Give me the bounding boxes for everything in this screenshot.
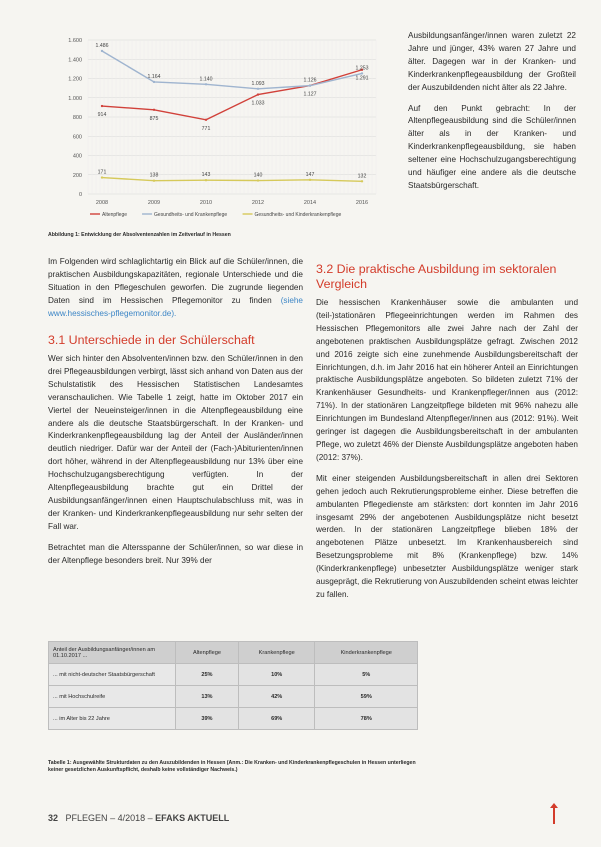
- x-tick-label: 2014: [303, 200, 317, 206]
- y-tick-label: 200: [72, 172, 82, 179]
- data-label: 1.164: [147, 73, 161, 80]
- arrow-up-icon: [553, 806, 555, 824]
- legend-label: Gesundheits- und Kinderkrankenpflege: [254, 212, 342, 218]
- chart-legend: [90, 212, 341, 218]
- magazine-name: PFLEGEN: [65, 813, 108, 823]
- left-column: [48, 256, 303, 576]
- y-tick-label: 1.000: [68, 95, 82, 102]
- table-cell: 10%: [238, 664, 315, 686]
- intro-paragraph: [48, 256, 303, 321]
- y-tick-label: 600: [72, 134, 82, 141]
- section-name: EFAKS AKTUELL: [155, 813, 230, 823]
- paragraph: Ausbildungsanfänger/innen waren zuletzt 22 Jahre und jünger, 43% waren 27 Jahre und älter. Dagegen war in der Kranken- und Kinderkrankenpflegeausbildung der Großteil der Auszubildenden nicht älter als 22 Jahre.: [408, 31, 576, 92]
- table-cell: 39%: [176, 708, 239, 730]
- table-row-label: ... mit Hochschulreife: [49, 686, 176, 708]
- table-row-label: ... im Alter bis 22 Jahre: [49, 708, 176, 730]
- table-cell: 42%: [238, 686, 315, 708]
- data-point: [205, 83, 207, 85]
- table-cell: 69%: [238, 708, 315, 730]
- data-point: [257, 179, 259, 181]
- issue-number: – 4/2018 –: [110, 813, 153, 823]
- paragraph: Wer sich hinter den Absolventen/innen bzw. den Schüler/innen in den drei Pflegeausbildungen verbirgt, lässt sich anhand von Daten aus der Schulstatistik des Hessischen Statistischen Landesamtes veranschaulichen. Wie Tabelle 1 zeigt, hatte im Oktober 2017 ein Viertel der Neueinsteiger/innen in die Altenpflegeausbildung eine andere als die deutsche Staatsbürgerschaft. In der Kranken- und Kinderkrankenpflegeausbildung lag der Anteil der Ausländer/innen deutlich niedriger. Dafür war der Anteil der (Fach-)Abiturienten/innen dort höher, während in der Altenpflegeausbildung nur 13% über eine Hochschulzugangsberechtigung verfügten. In der Altenpflegeausbildung brachte gut ein Drittel der Ausbildungsanfänger/innen einen Hauptschulabschluss mit, was in der Kranken- und Kinderkrankenpflegeausbildung nur sehr selten der Fall war.: [48, 354, 303, 531]
- table-header-cell: Krankenpflege: [238, 642, 315, 664]
- legend-label: Altenpflege: [102, 212, 128, 218]
- data-point: [153, 180, 155, 182]
- data-label: 1.127: [303, 91, 317, 98]
- right-column: [316, 262, 578, 610]
- data-label: 771: [201, 125, 211, 132]
- table-header-cell: Altenpflege: [176, 642, 239, 664]
- y-axis: [68, 38, 82, 198]
- x-tick-label: 2010: [199, 200, 213, 206]
- paragraph: Die hessischen Krankenhäuser sowie die ambulanten und (teil-)stationären Pflegeeinrichtungen werden im Rahmen des Hessischen Pflegemonitors alle zwei Jahre nach der Zahl der angebotenen praktischen Ausbildungsplätze gefragt. Zwischen 2012 und 2016 zeigte sich eine zunehmende Ausbildungsbereitschaft der Einrichtungen, d.h. im Jahr 2016 hat ein höherer Anteil an Einrichtungen praktische Ausbildungsplätze angeboten. So bildeten zuletzt 71% der Krankenhäuser Gesundheits- und Krankenpfleger/innen aus (2012: 71%). In der stationären Langzeitpflege bildeten mit 96% nahezu alle Einrichtungen im Bundesland Altenpfleger/innen aus (2012: 91%). Weit geringer ist dagegen die Ausbildungsbereitschaft in der ambulanten Pflege, wo zuletzt 46% der Dienste Ausbildungsplätze angeboten haben (2012: 37%).: [316, 298, 578, 462]
- data-point: [205, 119, 207, 121]
- paragraph: Auf den Punkt gebracht: In der Altenpflegeausbildung sind die Schüler/innen älter als in der Kranken- und Kinderkrankenpflegeausbildung, sie haben seltener eine Hochschulzugangsberechtigung und häufiger eine andere als die deutsche Staatsbürgerschaft.: [408, 103, 576, 190]
- y-tick-label: 1.400: [68, 57, 82, 64]
- data-label: 1.093: [251, 80, 265, 87]
- data-point: [309, 179, 311, 181]
- x-tick-label: 2008: [95, 200, 109, 206]
- x-tick-label: 2012: [251, 200, 265, 206]
- data-label: 143: [201, 172, 211, 179]
- data-label: 138: [149, 172, 159, 179]
- data-point: [101, 176, 103, 178]
- data-point: [205, 179, 207, 181]
- table-cell: 59%: [315, 686, 418, 708]
- table-1: [48, 641, 418, 730]
- data-label: 1.253: [355, 65, 369, 72]
- right-top-column: [408, 30, 576, 201]
- pflegemonitor-link[interactable]: (siehe www.hessisches-pflegemonitor.de).: [48, 295, 303, 318]
- page-number: 32: [48, 813, 59, 823]
- table-row: [49, 664, 418, 686]
- data-point: [361, 72, 363, 74]
- data-label: 147: [305, 171, 315, 178]
- data-point: [361, 180, 363, 182]
- data-label: 1.140: [199, 76, 213, 83]
- table-row-label: ... mit nicht-deutscher Staatsbürgerschaft: [49, 664, 176, 686]
- page-footer: [48, 813, 229, 823]
- data-label: 914: [97, 112, 107, 119]
- section-heading-3-1: 3.1 Unterschiede in der Schülerschaft: [48, 332, 255, 347]
- table-cell: 5%: [315, 664, 418, 686]
- y-tick-label: 1.600: [68, 38, 82, 44]
- y-tick-label: 400: [72, 153, 82, 160]
- data-point: [101, 50, 103, 52]
- structure-data-table: [48, 641, 418, 730]
- legend-label: Gesundheits- und Krankenpflege: [154, 212, 228, 218]
- table-header-cell: Kinderkrankenpflege: [315, 642, 418, 664]
- paragraph: Betrachtet man die Altersspanne der Schüler/innen, so war diese in der Altenpflege besonders breit. Nur 39% der: [48, 542, 303, 565]
- data-label: 1.486: [95, 42, 109, 49]
- data-label: 1.126: [303, 77, 317, 84]
- y-tick-label: 1.200: [68, 76, 82, 83]
- section-heading-3-2: 3.2 Die praktische Ausbildung im sektoralen Vergleich: [316, 262, 557, 291]
- data-label: 132: [357, 173, 367, 180]
- data-point: [153, 109, 155, 111]
- data-label: 1.291: [355, 75, 369, 82]
- table-cell: 13%: [176, 686, 239, 708]
- table-row: [49, 686, 418, 708]
- y-tick-label: 800: [72, 115, 82, 121]
- x-axis: [96, 200, 368, 206]
- paragraph: Mit einer steigenden Ausbildungsbereitschaft in allen drei Sektoren gehen jedoch auch Rekrutierungsprobleme einher. Diese betreffen die ambulanten Pflegedienste am stärksten: dort konnten im Jahr 2016 insgesamt 29% der angebotenen Ausbildungsplätze nicht besetzt werden. In der stationären Langzeitpflege blieben 18% der angebotenen Plätze unbesetzt. Im Krankenhausbereich sind Besetzungsprobleme mit 8% (Krankenpflege) bzw. 14% (Kinderkrankenpflege) unbesetzter Ausbildungsplätze weniger stark ausgeprägt, die Rekrutierung von Auszubildenden scheint etwas leichter zu fallen.: [316, 473, 578, 599]
- y-tick-label: 0: [78, 192, 82, 198]
- table-header-row: [49, 642, 418, 664]
- data-label: 1.033: [251, 100, 265, 107]
- data-point: [257, 88, 259, 90]
- data-point: [257, 93, 259, 95]
- data-point: [101, 105, 103, 107]
- intro-text: Im Folgenden wird schlaglichtartig ein Blick auf die Schüler/innen, die praktischen Ausbildungskapazitäten, regionale Unterschiede und die Situation in den Pflegeschulen geworfen. Die zugrunde liegenden Daten sind im Hessischen Pflegemonitor zu finden: [48, 257, 303, 305]
- data-label: 875: [149, 115, 159, 122]
- chart-caption: Abbildung 1: Entwicklung der Absolventenzahlen im Zeitverlauf in Hessen: [48, 232, 231, 238]
- x-tick-label: 2016: [355, 200, 369, 206]
- data-label: 140: [253, 172, 263, 179]
- table-cell: 25%: [176, 664, 239, 686]
- data-label: 171: [97, 169, 107, 176]
- x-tick-label: 2009: [147, 200, 161, 206]
- table-header-cell: Anteil der Ausbildungsanfänger/innen am 01.10.2017 ...: [49, 642, 176, 664]
- chart-grid: [88, 40, 376, 194]
- data-point: [153, 81, 155, 83]
- table-cell: 78%: [315, 708, 418, 730]
- table-caption: Tabelle 1: Ausgewählte Strukturdaten zu den Auszubildenden in Hessen (Anm.: Die Kranken- und Kinderkrankenpflegeschulen in Hessen unterliegen keiner gesetzlichen Auskunftspflicht, deshalb keine vollständiger Nachweis.): [48, 760, 416, 773]
- absolventen-line-chart: [48, 32, 388, 232]
- data-point: [309, 84, 311, 86]
- table-row: [49, 708, 418, 730]
